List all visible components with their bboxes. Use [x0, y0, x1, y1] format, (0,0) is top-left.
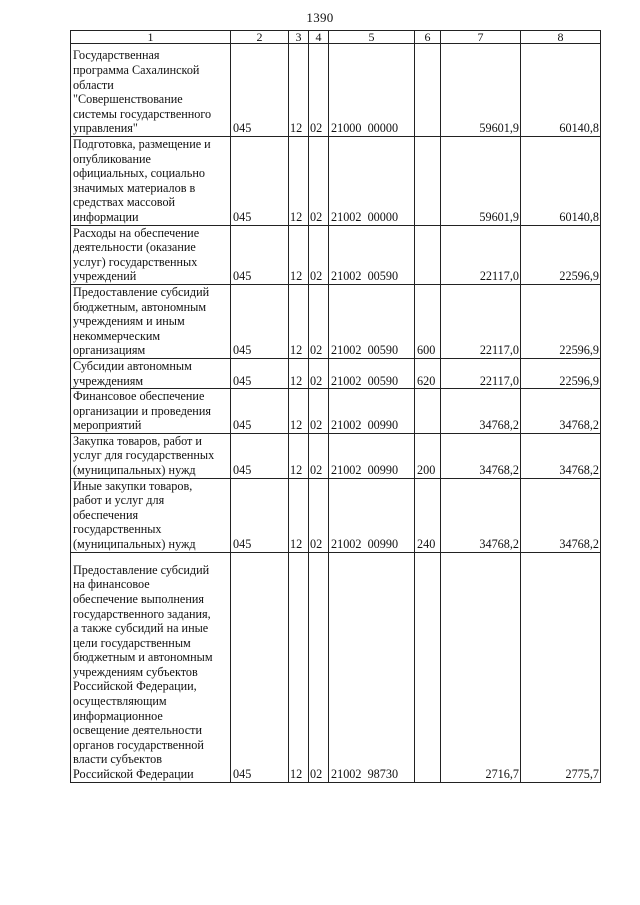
column-header-1: 1 — [71, 31, 231, 44]
row-name: Предоставление субсидий на финансовое обеспечение выполнения государственного задания, а также субсидий на иные цели государственным бюджетным и автономным учреждениям субъектов Российской Федерации, осуществляющим информационное освещение деятельности органов государственной власти субъектов Российской Федерации — [71, 552, 231, 782]
code-column-2: 045 — [231, 389, 289, 434]
row-name: Финансовое обеспечение организации и проведения мероприятий — [71, 389, 231, 434]
target-code: 21002 00990 — [329, 478, 415, 552]
code-column-3: 12 — [289, 44, 309, 137]
code-column-4: 02 — [309, 225, 329, 284]
target-code: 21002 00590 — [329, 284, 415, 358]
code-column-4: 02 — [309, 433, 329, 478]
expense-type-code: 620 — [415, 358, 441, 388]
code-column-4: 02 — [309, 44, 329, 137]
code-column-2: 045 — [231, 44, 289, 137]
budget-table — [70, 30, 601, 783]
column-header-2: 2 — [231, 31, 289, 44]
column-header-3: 3 — [289, 31, 309, 44]
row-name: Государственная программа Сахалинской области "Совершенствование системы государственного управления" — [71, 44, 231, 137]
code-column-2: 045 — [231, 358, 289, 388]
code-column-4: 02 — [309, 389, 329, 434]
expense-type-code — [415, 137, 441, 226]
table-row — [71, 225, 601, 284]
code-column-3: 12 — [289, 478, 309, 552]
amount-column-8: 34768,2 — [521, 478, 601, 552]
column-header-5: 5 — [329, 31, 415, 44]
code-column-2: 045 — [231, 433, 289, 478]
code-column-4: 02 — [309, 358, 329, 388]
code-column-3: 12 — [289, 225, 309, 284]
column-header-8: 8 — [521, 31, 601, 44]
header-row — [71, 31, 601, 44]
amount-column-7: 34768,2 — [441, 389, 521, 434]
table-row — [71, 358, 601, 388]
code-column-2: 045 — [231, 478, 289, 552]
expense-type-code — [415, 389, 441, 434]
code-column-2: 045 — [231, 225, 289, 284]
table-row — [71, 284, 601, 358]
target-code: 21002 00590 — [329, 358, 415, 388]
expense-type-code — [415, 225, 441, 284]
table-row — [71, 433, 601, 478]
code-column-4: 02 — [309, 552, 329, 782]
amount-column-7: 22117,0 — [441, 225, 521, 284]
amount-column-8: 34768,2 — [521, 389, 601, 434]
code-column-3: 12 — [289, 389, 309, 434]
table-row — [71, 552, 601, 782]
expense-type-code: 200 — [415, 433, 441, 478]
expense-type-code: 240 — [415, 478, 441, 552]
code-column-4: 02 — [309, 284, 329, 358]
amount-column-8: 60140,8 — [521, 137, 601, 226]
amount-column-8: 22596,9 — [521, 358, 601, 388]
amount-column-8: 22596,9 — [521, 284, 601, 358]
amount-column-7: 59601,9 — [441, 44, 521, 137]
code-column-3: 12 — [289, 433, 309, 478]
row-name: Подготовка, размещение и опубликование официальных, социально значимых материалов в средствах массовой информации — [71, 137, 231, 226]
amount-column-7: 2716,7 — [441, 552, 521, 782]
row-name: Иные закупки товаров, работ и услуг для обеспечения государственных (муниципальных) нужд — [71, 478, 231, 552]
target-code: 21000 00000 — [329, 44, 415, 137]
amount-column-8: 22596,9 — [521, 225, 601, 284]
code-column-2: 045 — [231, 137, 289, 226]
amount-column-7: 34768,2 — [441, 433, 521, 478]
code-column-4: 02 — [309, 478, 329, 552]
code-column-2: 045 — [231, 552, 289, 782]
code-column-3: 12 — [289, 358, 309, 388]
amount-column-7: 22117,0 — [441, 284, 521, 358]
code-column-3: 12 — [289, 552, 309, 782]
amount-column-8: 34768,2 — [521, 433, 601, 478]
expense-type-code — [415, 552, 441, 782]
code-column-2: 045 — [231, 284, 289, 358]
code-column-4: 02 — [309, 137, 329, 226]
code-column-3: 12 — [289, 284, 309, 358]
amount-column-7: 22117,0 — [441, 358, 521, 388]
row-name: Субсидии автономным учреждениям — [71, 358, 231, 388]
target-code: 21002 00990 — [329, 389, 415, 434]
column-header-4: 4 — [309, 31, 329, 44]
target-code: 21002 00590 — [329, 225, 415, 284]
amount-column-7: 59601,9 — [441, 137, 521, 226]
amount-column-7: 34768,2 — [441, 478, 521, 552]
row-name: Закупка товаров, работ и услуг для государственных (муниципальных) нужд — [71, 433, 231, 478]
target-code: 21002 00990 — [329, 433, 415, 478]
column-header-6: 6 — [415, 31, 441, 44]
target-code: 21002 00000 — [329, 137, 415, 226]
target-code: 21002 98730 — [329, 552, 415, 782]
expense-type-code: 600 — [415, 284, 441, 358]
table-row — [71, 44, 601, 137]
amount-column-8: 2775,7 — [521, 552, 601, 782]
code-column-3: 12 — [289, 137, 309, 226]
page-number: 1390 — [306, 10, 334, 25]
column-header-7: 7 — [441, 31, 521, 44]
table-row — [71, 478, 601, 552]
row-name: Предоставление субсидий бюджетным, автономным учреждениям и иным некоммерческим организациям — [71, 284, 231, 358]
table-row — [71, 137, 601, 226]
table-row — [71, 389, 601, 434]
row-name: Расходы на обеспечение деятельности (оказание услуг) государственных учреждений — [71, 225, 231, 284]
expense-type-code — [415, 44, 441, 137]
amount-column-8: 60140,8 — [521, 44, 601, 137]
